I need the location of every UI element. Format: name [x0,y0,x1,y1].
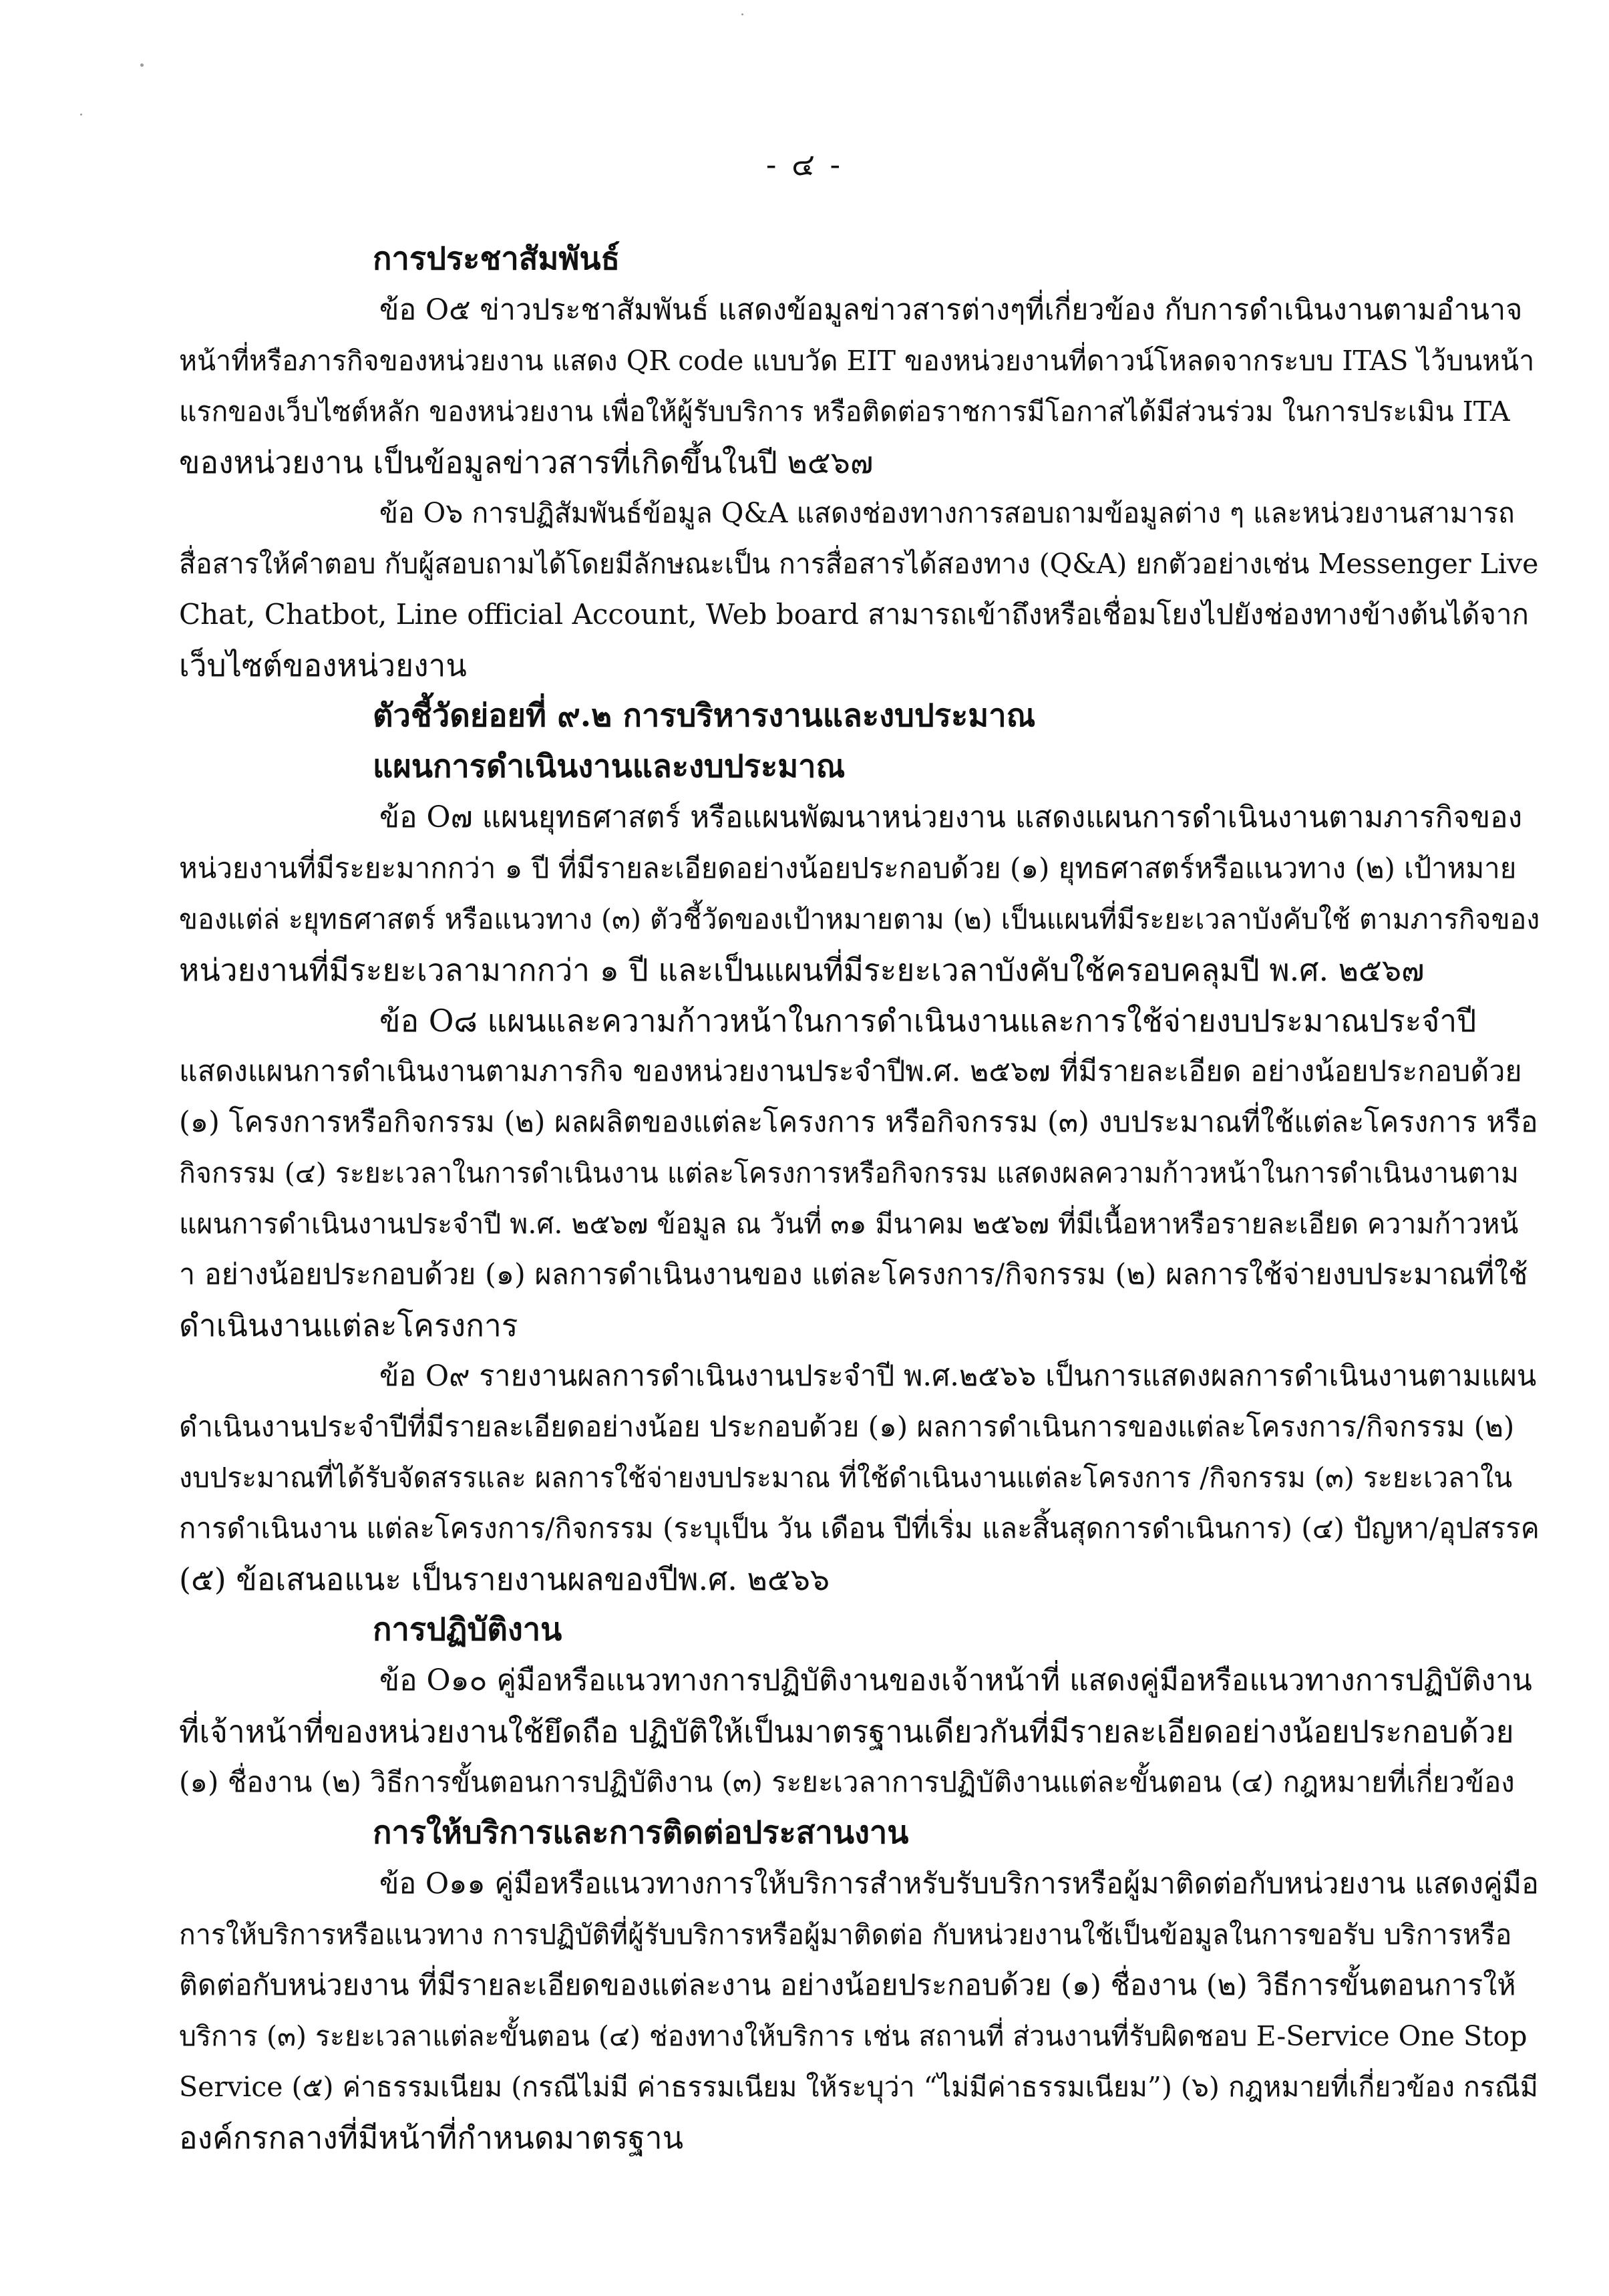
text-line: ข้อ O๑๐ คู่มือหรือแนวทางการปฏิบัติงานของเจ้าหน้าที่ แสดงคู่มือหรือแนวทางการปฏิบัติงาน [379,1663,1532,1697]
section-heading: ตัวชี้วัดย่อยที่ ๙.๒ การบริหารงานและงบประมาณ [373,697,1036,734]
text-line: า อย่างน้อยประกอบด้วย (๑) ผลการดำเนินงานของ แต่ละโครงการ/กิจกรรม (๒) ผลการใช้จ่ายงบประมาณที่ใช้ [179,1258,1528,1291]
clause-paragraph [179,1858,1542,2163]
text-line: กิจกรรม (๔) ระยะเวลาในการดำเนินงาน แต่ละโครงการหรือกิจกรรม แสดงผลความก้าวหน้าในการดำเนินงานตาม [179,1157,1519,1189]
text-line: ข้อ O๖ การปฏิสัมพันธ์ข้อมูล Q&A แสดงช่องทางการสอบถามข้อมูลต่าง ๆ และหน่วยงานสามารถ [379,497,1515,529]
text-line: หน่วยงานที่มีระยะมากกว่า ๑ ปี ที่มีรายละเอียดอย่างน้อยประกอบด้วย (๑) ยุทธศาสตร์หรือแนวทาง (๒) เป้าหมาย [179,852,1517,884]
clause-paragraph [179,1351,1542,1605]
text-line: การให้บริการหรือแนวทาง การปฏิบัติที่ผู้รับบริการหรือผู้มาติดต่อ กับหน่วยงานใช้เป็นข้อมูลในการขอรับ บริการหรือ [179,1919,1512,1951]
scan-speck [140,63,144,67]
clause-paragraph [179,285,1542,488]
text-line: ข้อ O๘ แผนและความก้าวหน้าในการดำเนินงานและการใช้จ่ายงบประมาณประจำปี [379,1003,1477,1039]
page-number: - ๔ - [765,146,844,182]
text-line: แสดงแผนการดำเนินงานตามภารกิจ ของหน่วยงานประจำปีพ.ศ. ๒๕๖๗ ที่มีรายละเอียด อย่างน้อยประกอบด้วย [179,1055,1522,1088]
text-line: แผนการดำเนินงานประจำปี พ.ศ. ๒๕๖๗ ข้อมูล ณ วันที่ ๓๑ มีนาคม ๒๕๖๗ ที่มีเนื้อหาหรือรายละเอียด ความก้าวหน้ [179,1208,1519,1240]
text-line: องค์กรกลางที่มีหน้าที่กำหนดมาตรฐาน [179,2120,684,2156]
text-line: ของแต่ล่ ะยุทธศาสตร์ หรือแนวทาง (๓) ตัวชี้วัดของเป้าหมายตาม (๒) เป็นแผนที่มีระยะเวลาบังคับใช้ ตามภารกิจของ [179,903,1540,935]
scan-speck [741,13,743,15]
text-line: หน่วยงานที่มีระยะเวลามากกว่า ๑ ปี และเป็นแผนที่มีระยะเวลาบังคับใช้ครอบคลุมปี พ.ศ. ๒๕๖๗ [179,952,1425,988]
text-line: ข้อ O๙ รายงานผลการดำเนินงานประจำปี พ.ศ.๒๕๖๖ เป็นการแสดงผลการดำเนินงานตามแผน [379,1359,1537,1393]
text-line: หน้าที่หรือภารกิจของหน่วยงาน แสดง QR code แบบวัด EIT ของหน่วยงานที่ดาวน์โหลดจากระบบ ITAS ไว้บนหน้า [179,345,1535,377]
text-line: (๑) ชื่องาน (๒) วิธีการขั้นตอนการปฏิบัติงาน (๓) ระยะเวลาการปฏิบัติงานแต่ละขั้นตอน (๔) กฎหมายที่เกี่ยวข้อง [179,1766,1515,1798]
text-line: การดำเนินงาน แต่ละโครงการ/กิจกรรม (ระบุเป็น วัน เดือน ปีที่เริ่ม และสิ้นสุดการดำเนินการ) (๔) ปัญหา/อุปสรรค [179,1512,1540,1544]
clause-paragraph [179,1655,1542,1808]
section-heading: แผนการดำเนินงานและงบประมาณ [373,748,846,785]
text-line: สื่อสารให้คำตอบ กับผู้สอบถามได้โดยมีลักษณะเป็น การสื่อสารได้สองทาง (Q&A) ยกตัวอย่างเช่น Messenger Live [179,548,1539,580]
text-line: ข้อ O๗ แผนยุทธศาสตร์ หรือแผนพัฒนาหน่วยงาน แสดงแผนการดำเนินงานตามภารกิจของ [379,800,1523,834]
text-line: (๑) โครงการหรือกิจกรรม (๒) ผลผลิตของแต่ละโครงการ หรือกิจกรรม (๓) งบประมาณที่ใช้แต่ละโครงการ หรือ [179,1106,1538,1139]
clause-paragraph [179,488,1542,691]
document-body [179,234,1542,2163]
clause-paragraph [179,995,1542,1351]
text-line: แรกของเว็บไซต์หลัก ของหน่วยงาน เพื่อให้ผู้รับบริการ หรือติดต่อราชการมีโอกาสได้มีส่วนร่วม ในการประเมิน ITA [179,395,1510,428]
text-line: งบประมาณที่ได้รับจัดสรรและ ผลการใช้จ่ายงบประมาณ ที่ใช้ดำเนินงานแต่ละโครงการ /กิจกรรม (๓) ระยะเวลาใน [179,1462,1513,1494]
clause-paragraph [179,792,1542,995]
text-line: ดำเนินงานแต่ละโครงการ [179,1307,518,1343]
text-line: เว็บไซต์ของหน่วยงาน [179,647,467,683]
text-line: ข้อ O๕ ข่าวประชาสัมพันธ์ แสดงข้อมูลข่าวสารต่างๆที่เกี่ยวข้อง กับการดำเนินงานตามอำนาจ [379,293,1523,327]
text-line: Chat, Chatbot, Line official Account, Web board สามารถเข้าถึงหรือเชื่อมโยงไปยังช่องทางข้างต้นได้จาก [179,598,1529,631]
text-line: (๕) ข้อเสนอแนะ เป็นรายงานผลของปีพ.ศ. ๒๕๖๖ [179,1561,830,1597]
section-heading: การปฏิบัติงาน [373,1611,562,1648]
text-line: Service (๕) ค่าธรรมเนียม (กรณีไม่มี ค่าธรรมเนียม ให้ระบุว่า “ไม่มีค่าธรรมเนียม”) (๖) กฎหมายที่เกี่ยวข้อง กรณีมี [179,2071,1538,2103]
text-line: บริการ (๓) ระยะเวลาแต่ละขั้นตอน (๔) ช่องทางให้บริการ เช่น สถานที่ ส่วนงานที่รับผิดชอบ E-Service One Stop [179,2020,1528,2052]
text-line: ข้อ O๑๑ คู่มือหรือแนวทางการให้บริการสำหรับรับบริการหรือผู้มาติดต่อกับหน่วยงาน แสดงคู่มือ [379,1867,1539,1901]
text-line: ที่เจ้าหน้าที่ของหน่วยงานใช้ยึดถือ ปฏิบัติให้เป็นมาตรฐานเดียวกันที่มีรายละเอียดอย่างน้อยประกอบด้วย [179,1713,1514,1750]
text-line: ดำเนินงานประจำปีที่มีรายละเอียดอย่างน้อย ประกอบด้วย (๑) ผลการดำเนินการของแต่ละโครงการ/กิจกรรม (๒) [179,1410,1515,1443]
section-heading: การประชาสัมพันธ์ [373,240,620,277]
section-heading: การให้บริการและการติดต่อประสานงาน [373,1814,909,1851]
text-line: ของหน่วยงาน เป็นข้อมูลข่าวสารที่เกิดขึ้นในปี ๒๕๖๗ [179,444,874,480]
scan-speck [80,114,82,116]
text-line: ติดต่อกับหน่วยงาน ที่มีรายละเอียดของแต่ละงาน อย่างน้อยประกอบด้วย (๑) ชื่องาน (๒) วิธีการขั้นตอนการให้ [179,1969,1516,2002]
